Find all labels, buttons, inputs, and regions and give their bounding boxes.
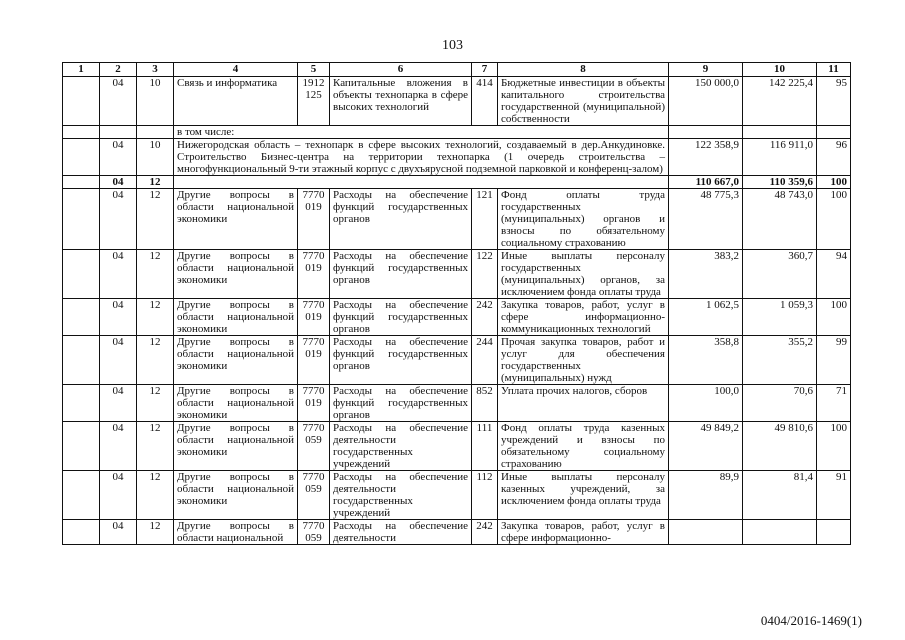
expense-type-name-cell: Фонд оплаты труда государственных (муниципальных) органов и взносы по обязательному социальному страхованию [498, 189, 669, 250]
note-text-cell: в том числе: [174, 126, 669, 139]
subsection-name-cell: Другие вопросы в области национальной экономики [174, 299, 298, 336]
expense-type-code-cell: 242 [472, 299, 498, 336]
subsection-name-cell: Другие вопросы в области национальной экономики [174, 471, 298, 520]
expense-type-code-cell: 414 [472, 77, 498, 126]
expense-type-name-cell: Закупка товаров, работ, услуг в сфере информационно-коммуникационных технологий [498, 299, 669, 336]
planned-amount-cell: 122 358,9 [669, 139, 743, 176]
expense-type-code-cell: 244 [472, 336, 498, 385]
subsection-name-cell: Другие вопросы в области национальной экономики [174, 189, 298, 250]
subsection-name-cell: Другие вопросы в области национальной [174, 520, 298, 545]
section-code-cell: 04 [100, 139, 137, 176]
document-code: 0404/2016-1469(1) [760, 613, 862, 628]
subsection-name-cell: Другие вопросы в области национальной экономики [174, 250, 298, 299]
expense-type-code-cell: 121 [472, 189, 498, 250]
column-number: 10 [743, 63, 817, 77]
subsection-code-cell: 12 [137, 385, 174, 422]
execution-percent-cell: 91 [817, 471, 851, 520]
executed-amount-cell: 81,4 [743, 471, 817, 520]
article-name-cell: Расходы на обеспечение функций государственных органов [330, 299, 472, 336]
planned-amount-cell [669, 520, 743, 545]
subsection-name-cell: Другие вопросы в области национальной экономики [174, 385, 298, 422]
column-number: 1 [63, 63, 100, 77]
executed-amount-cell: 49 810,6 [743, 422, 817, 471]
project-description-cell: Нижегородская область – технопарк в сфере высоких технологий, создаваемый в дер.Анкудиновке. Строительство Бизнес-центра на территории технопарка (1 очередь строительства – многофункциональный 9-ти этажный корпус с двухъярусной подземной парковкой и конференц-залом) [174, 139, 669, 176]
row-number-cell [63, 77, 100, 126]
table-row [63, 189, 851, 250]
article-name-cell: Капитальные вложения в объекты технопарка в сфере высоких технологий [330, 77, 472, 126]
target-article-cell: 7770 019 [298, 250, 330, 299]
section-code-cell: 04 [100, 189, 137, 250]
expense-type-name-cell: Бюджетные инвестиции в объекты капитального строительства государственной (муниципальной) собственности [498, 77, 669, 126]
empty-cell [743, 126, 817, 139]
row-number-cell [63, 336, 100, 385]
subsection-name-cell: Другие вопросы в области национальной экономики [174, 336, 298, 385]
planned-amount-cell: 358,8 [669, 336, 743, 385]
target-article-cell: 7770 019 [298, 385, 330, 422]
execution-percent-cell: 94 [817, 250, 851, 299]
executed-amount-cell: 116 911,0 [743, 139, 817, 176]
column-number-header-row [63, 63, 851, 77]
empty-cell [63, 176, 100, 189]
column-number: 8 [498, 63, 669, 77]
expense-type-code-cell: 852 [472, 385, 498, 422]
article-name-cell: Расходы на обеспечение функций государственных органов [330, 336, 472, 385]
budget-execution-table [62, 62, 851, 545]
section-code-cell: 04 [100, 520, 137, 545]
planned-amount-cell: 150 000,0 [669, 77, 743, 126]
table-row [63, 299, 851, 336]
expense-type-code-cell: 242 [472, 520, 498, 545]
expense-type-name-cell: Иные выплаты персоналу государственных (муниципальных) органов, за исключением фонда оплаты труда [498, 250, 669, 299]
execution-percent-cell: 100 [817, 422, 851, 471]
section-code-cell: 04 [100, 336, 137, 385]
planned-amount-cell: 48 775,3 [669, 189, 743, 250]
subsection-name-cell: Связь и информатика [174, 77, 298, 126]
subsection-code-cell: 12 [137, 250, 174, 299]
article-name-cell: Расходы на обеспечение функций государственных органов [330, 189, 472, 250]
execution-percent-cell: 100 [817, 299, 851, 336]
planned-amount-cell: 89,9 [669, 471, 743, 520]
target-article-cell: 1912 125 [298, 77, 330, 126]
execution-percent-cell [817, 520, 851, 545]
subsection-code-cell: 12 [137, 471, 174, 520]
executed-amount-cell: 1 059,3 [743, 299, 817, 336]
empty-cell [100, 126, 137, 139]
planned-amount-cell: 100,0 [669, 385, 743, 422]
planned-amount-cell: 383,2 [669, 250, 743, 299]
subsection-code-cell: 12 [137, 176, 174, 189]
target-article-cell: 7770 019 [298, 299, 330, 336]
column-number: 2 [100, 63, 137, 77]
page-number: 103 [442, 38, 463, 53]
subsection-code-cell: 12 [137, 189, 174, 250]
planned-amount-cell: 1 062,5 [669, 299, 743, 336]
executed-amount-cell: 70,6 [743, 385, 817, 422]
planned-total-cell: 110 667,0 [669, 176, 743, 189]
table-row [63, 250, 851, 299]
table-row [63, 471, 851, 520]
subtotal-note-row [63, 126, 851, 139]
execution-percent-cell: 71 [817, 385, 851, 422]
table-row [63, 422, 851, 471]
execution-percent-cell: 95 [817, 77, 851, 126]
executed-amount-cell [743, 520, 817, 545]
section-code-cell: 04 [100, 77, 137, 126]
row-number-cell [63, 422, 100, 471]
subsection-name-cell: Другие вопросы в области национальной экономики [174, 422, 298, 471]
expense-type-name-cell: Иные выплаты персоналу казенных учреждений, за исключением фонда оплаты труда [498, 471, 669, 520]
expense-type-code-cell: 112 [472, 471, 498, 520]
subsection-code-cell: 12 [137, 422, 174, 471]
article-name-cell: Расходы на обеспечение функций государственных органов [330, 385, 472, 422]
empty-cell [63, 139, 100, 176]
article-name-cell: Расходы на обеспечение функций государственных органов [330, 250, 472, 299]
expense-type-name-cell: Уплата прочих налогов, сборов [498, 385, 669, 422]
executed-amount-cell: 360,7 [743, 250, 817, 299]
executed-total-cell: 110 359,6 [743, 176, 817, 189]
row-number-cell [63, 520, 100, 545]
execution-percent-cell: 96 [817, 139, 851, 176]
row-number-cell [63, 189, 100, 250]
executed-amount-cell: 142 225,4 [743, 77, 817, 126]
executed-amount-cell: 355,2 [743, 336, 817, 385]
section-code-cell: 04 [100, 385, 137, 422]
executed-amount-cell: 48 743,0 [743, 189, 817, 250]
target-article-cell: 7770 019 [298, 336, 330, 385]
article-name-cell: Расходы на обеспечение деятельности государственных учреждений [330, 471, 472, 520]
empty-cell [174, 176, 669, 189]
execution-percent-cell: 100 [817, 189, 851, 250]
target-article-cell: 7770 059 [298, 471, 330, 520]
row-number-cell [63, 299, 100, 336]
section-code-cell: 04 [100, 250, 137, 299]
article-name-cell: Расходы на обеспечение деятельности государственных учреждений [330, 422, 472, 471]
column-number: 3 [137, 63, 174, 77]
expense-type-code-cell: 122 [472, 250, 498, 299]
section-code-cell: 04 [100, 422, 137, 471]
project-row [63, 139, 851, 176]
empty-cell [63, 126, 100, 139]
column-number: 7 [472, 63, 498, 77]
row-number-cell [63, 385, 100, 422]
empty-cell [669, 126, 743, 139]
row-number-cell [63, 250, 100, 299]
expense-type-name-cell: Закупка товаров, работ, услуг в сфере информационно- [498, 520, 669, 545]
section-code-cell: 04 [100, 176, 137, 189]
section-code-cell: 04 [100, 299, 137, 336]
target-article-cell: 7770 019 [298, 189, 330, 250]
empty-cell [817, 126, 851, 139]
table-row [63, 336, 851, 385]
table-row [63, 520, 851, 545]
column-number: 4 [174, 63, 298, 77]
subsection-code-cell: 12 [137, 520, 174, 545]
target-article-cell: 7770 059 [298, 422, 330, 471]
column-number: 5 [298, 63, 330, 77]
expense-type-name-cell: Прочая закупка товаров, работ и услуг для обеспечения государственных (муниципальных) нужд [498, 336, 669, 385]
total-percent-cell: 100 [817, 176, 851, 189]
table-row [63, 385, 851, 422]
article-name-cell: Расходы на обеспечение деятельности [330, 520, 472, 545]
planned-amount-cell: 49 849,2 [669, 422, 743, 471]
section-code-cell: 04 [100, 471, 137, 520]
subsection-code-cell: 12 [137, 336, 174, 385]
expense-type-code-cell: 111 [472, 422, 498, 471]
target-article-cell: 7770 059 [298, 520, 330, 545]
execution-percent-cell: 99 [817, 336, 851, 385]
subsection-code-cell: 10 [137, 139, 174, 176]
column-number: 9 [669, 63, 743, 77]
column-number: 6 [330, 63, 472, 77]
column-number: 11 [817, 63, 851, 77]
empty-cell [137, 126, 174, 139]
table-row [63, 77, 851, 126]
subsection-total-row [63, 176, 851, 189]
row-number-cell [63, 471, 100, 520]
subsection-code-cell: 12 [137, 299, 174, 336]
subsection-code-cell: 10 [137, 77, 174, 126]
expense-type-name-cell: Фонд оплаты труда казенных учреждений и взносы по обязательному социальному страхованию [498, 422, 669, 471]
